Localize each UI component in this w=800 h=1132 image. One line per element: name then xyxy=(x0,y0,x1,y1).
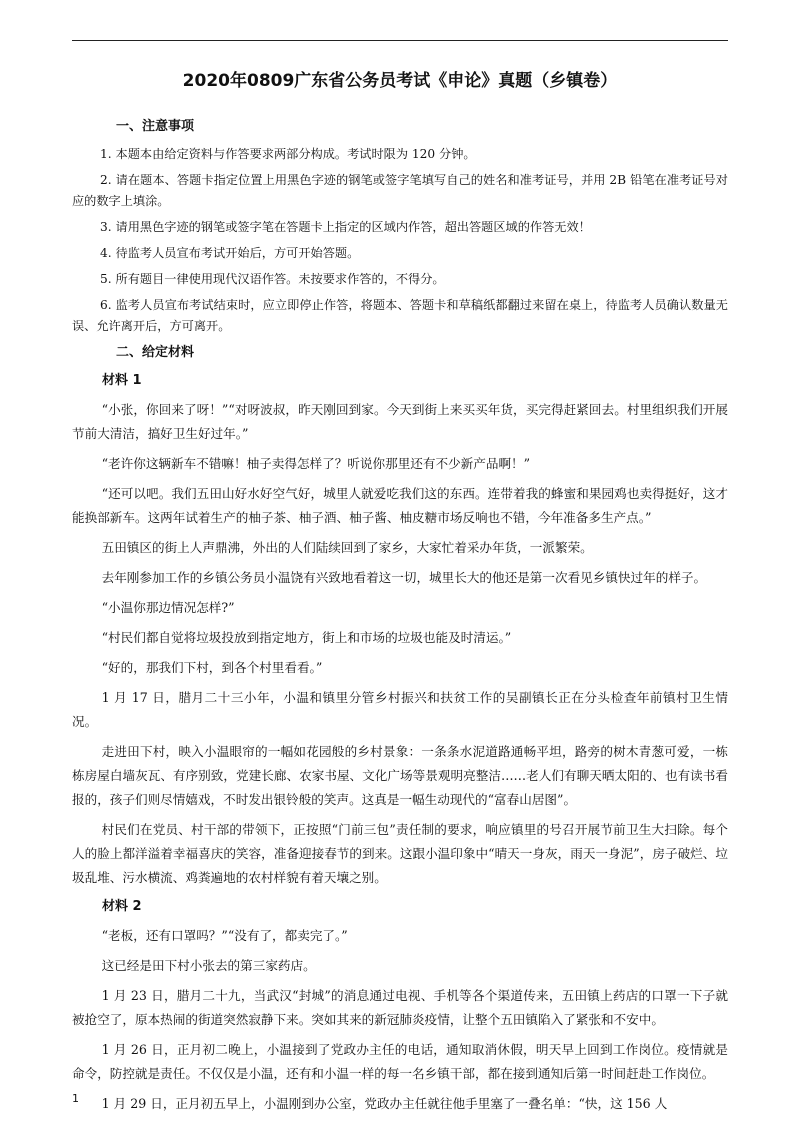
paragraph: “村民们都自觉将垃圾投放到指定地方，街上和市场的垃圾也能及时清运。” xyxy=(101,630,512,645)
top-rule xyxy=(72,40,728,41)
paragraph: “老板，还有口罩吗？”“没有了，都卖完了。” xyxy=(101,928,348,943)
paragraph: 去年刚参加工作的乡镇公务员小温饶有兴致地看着这一切，城里长大的他还是第一次看见乡镇快过年的样子。 xyxy=(101,570,707,585)
paragraph: 这已经是田下村小张去的第三家药店。 xyxy=(101,958,316,973)
paragraph: 1 月 26 日，正月初二晚上，小温接到了党政办主任的电话，通知取消休假，明天早上回到工作岗位。疫情就是命令，防控就是责任。不仅仅是小温，还有和小温一样的每一名乡镇干部，都在接到通知后第一时间赶赴工作岗位。 xyxy=(72,1042,728,1081)
notice-item: 6. 监考人员宣布考试结束时，应立即停止作答，将题本、答题卡和草稿纸都翻过来留在桌上，待监考人员确认数量无误、允许离开后，方可离开。 xyxy=(72,298,728,333)
material-2-heading: 材料 2 xyxy=(102,899,142,914)
material-1-heading: 材料 1 xyxy=(102,373,142,388)
paragraph: “小温你那边情况怎样?” xyxy=(101,600,235,615)
notice-item: 1. 本题本由给定资料与作答要求两部分构成。考试时限为 120 分钟。 xyxy=(100,147,476,161)
paragraph: 1 月 17 日，腊月二十三小年，小温和镇里分管乡村振兴和扶贫工作的吴副镇长正在分头检查年前镇村卫生情况。 xyxy=(72,690,728,729)
paragraph: “老许你这辆新车不错嘛！柚子卖得怎样了？听说你那里还有不少新产品啊！” xyxy=(101,456,531,471)
document-body xyxy=(72,110,728,1122)
paragraph: “还可以吧。我们五田山好水好空气好，城里人就爱吃我们这的东西。连带着我的蜂蜜和果园鸡也卖得挺好，这才能换部新车。这两年试着生产的柚子茶、柚子酒、柚子酱、柚皮糖市场反响也不错，今年准备多生产点。” xyxy=(72,486,728,525)
section-heading-materials: 二、给定材料 xyxy=(116,345,195,360)
notice-item: 4. 待监考人员宣布考试开始后，方可开始答题。 xyxy=(100,246,360,260)
paragraph: 1 月 23 日，腊月二十九，当武汉“封城”的消息通过电视、手机等各个渠道传来，五田镇上药店的口罩一下子就被抢空了，原本热闹的街道突然寂静下来。突如其来的新冠肺炎疫情，让整个五田镇陷入了紧张和不安中。 xyxy=(72,988,728,1027)
page-number: 1 xyxy=(72,1092,79,1105)
notice-item: 3. 请用黑色字迹的钢笔或签字笔在答题卡上指定的区域内作答，超出答题区域的作答无效！ xyxy=(100,220,591,234)
paragraph: “好的，那我们下村，到各个村里看看。” xyxy=(101,660,323,675)
paragraph: “小张，你回来了呀！”“对呀波叔，昨天刚回到家。今天到街上来买买年货，买完得赶紧回去。村里组织我们开展节前大清洁，搞好卫生好过年。” xyxy=(72,402,728,441)
notice-item: 2. 请在题本、答题卡指定位置上用黑色字迹的钢笔或签字笔填写自己的姓名和准考证号，并用 2B 铅笔在准考证号对应的数字上填涂。 xyxy=(72,173,728,208)
paragraph: 村民们在党员、村干部的带领下，正按照“门前三包”责任制的要求，响应镇里的号召开展节前卫生大扫除。每个人的脸上都洋溢着幸福喜庆的笑容，准备迎接春节的到来。这跟小温印象中“晴天一身灰，雨天一身泥”，房子破烂、垃圾乱堆、污水横流、鸡粪遍地的农村样貌有着天壤之别。 xyxy=(72,822,728,885)
notice-item: 5. 所有题目一律使用现代汉语作答。未按要求作答的，不得分。 xyxy=(100,272,445,286)
section-heading-notice: 一、注意事项 xyxy=(116,119,195,134)
paragraph: 走进田下村，映入小温眼帘的一幅如花园般的乡村景象：一条条水泥道路通畅平坦，路旁的树木青葱可爱，一栋栋房屋白墙灰瓦、有序别致，党建长廊、农家书屋、文化广场等景观明亮整洁……老人们有聊天晒太阳的、也有读书看报的，孩子们则尽情嬉戏，不时发出银铃般的笑声。这真是一幅生动现代的“富春山居图”。 xyxy=(72,744,728,807)
paragraph: 1 月 29 日，正月初五早上，小温刚到办公室，党政办主任就往他手里塞了一叠名单：“快，这 156 人 xyxy=(101,1096,668,1111)
paragraph: 五田镇区的街上人声鼎沸，外出的人们陆续回到了家乡，大家忙着采办年货，一派繁荣。 xyxy=(101,540,593,555)
document-title: 2020年0809广东省公务员考试《申论》真题（乡镇卷） xyxy=(182,71,618,91)
